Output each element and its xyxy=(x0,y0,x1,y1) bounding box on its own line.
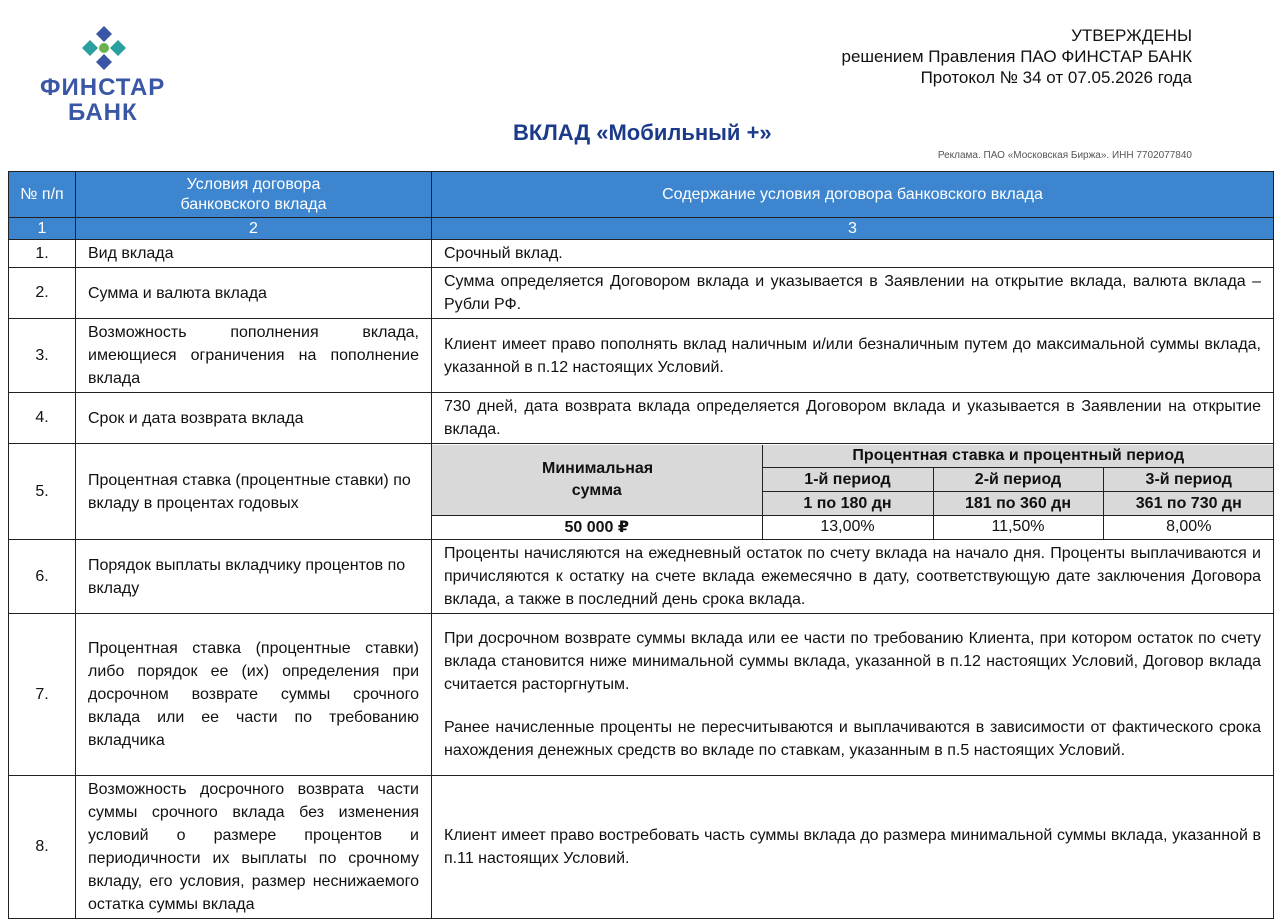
rates-cell xyxy=(432,444,1274,540)
row-content xyxy=(432,614,1274,776)
period-2-range: 181 по 360 дн xyxy=(933,492,1103,516)
table-row xyxy=(9,319,1274,393)
row-condition: Вид вклада xyxy=(76,240,432,268)
row-number: 3. xyxy=(9,319,76,393)
period-1-range: 1 по 180 дн xyxy=(762,492,933,516)
row-condition: Порядок выплаты вкладчику процентов по вкладу xyxy=(76,540,432,614)
approval-line2: решением Правления ПАО ФИНСТАР БАНК xyxy=(841,47,1192,66)
content-paragraph-2: Ранее начисленные проценты не пересчитываются и выплачиваются в зависимости от фактического срока нахождения денежных средств во вкладе по ставкам, указанным в п.5 настоящих Условий. xyxy=(444,719,1261,759)
document-title: ВКЛАД «Мобильный +» xyxy=(513,120,772,145)
row-content: Клиент имеет право пополнять вклад наличным и/или безналичным путем до максимальной суммы вклада, указанной в п.12 настоящих Условий. xyxy=(432,319,1274,393)
header-num: № п/п xyxy=(9,172,76,218)
row-condition: Возможность досрочного возврата части суммы срочного вклада без изменения условий о размере процентов и периодичности их выплаты по срочному вкладу, его условия, размер неснижаемого остатка суммы вклада xyxy=(76,776,432,919)
rate-group-label: Процентная ставка и процентный период xyxy=(762,445,1274,468)
col-number-2: 2 xyxy=(76,218,432,240)
col-number-1: 1 xyxy=(9,218,76,240)
ad-disclaimer: Реклама. ПАО «Московская Биржа». ИНН 7702077840 xyxy=(937,150,1192,161)
row-number: 2. xyxy=(9,268,76,319)
min-sum-value: 50 000 ₽ xyxy=(432,516,762,539)
row-condition: Процентная ставка (процентные ставки) либо порядок ее (их) определения при досрочном возврате суммы срочного вклада или ее части по требованию вкладчика xyxy=(76,614,432,776)
rates-table xyxy=(432,445,1274,539)
content-paragraph-1: При досрочном возврате суммы вклада или ее части по требованию Клиента, при котором остаток по счету вклада становится ниже минимальной суммы вклада, указанной в п.12 настоящих Условий, Договор вклада считается расторгнутым. xyxy=(444,630,1261,693)
logo-text-line2: БАНК xyxy=(68,99,138,126)
header-content: Содержание условия договора банковского вклада xyxy=(432,172,1274,218)
approval-line3: Протокол № 34 от 07.05.2026 года xyxy=(920,68,1192,87)
row-condition: Срок и дата возврата вклада xyxy=(76,393,432,444)
period-2-name: 2-й период xyxy=(933,468,1103,492)
bank-logo-emblem-icon xyxy=(78,22,130,74)
min-sum-label: Минимальная сумма xyxy=(432,445,762,516)
row-content: Сумма определяется Договором вклада и указывается в Заявлении на открытие вклада, валюта вклада – Рубли РФ. xyxy=(432,268,1274,319)
row-number: 7. xyxy=(9,614,76,776)
row-content: Клиент имеет право востребовать часть суммы вклада до размера минимальной суммы вклада, указанной в п.11 настоящих Условий. xyxy=(432,776,1274,919)
bank-logo xyxy=(40,22,180,132)
row-number: 4. xyxy=(9,393,76,444)
period-1-name: 1-й период xyxy=(762,468,933,492)
rate-period-1: 13,00% xyxy=(762,516,933,539)
row-number: 6. xyxy=(9,540,76,614)
table-row xyxy=(9,393,1274,444)
table-row xyxy=(9,540,1274,614)
row-condition: Сумма и валюта вклада xyxy=(76,268,432,319)
col-number-3: 3 xyxy=(432,218,1274,240)
logo-text-line1: ФИНСТАР xyxy=(40,74,166,101)
header-conditions: Условия договора банковского вклада xyxy=(76,172,432,218)
period-3-name: 3-й период xyxy=(1103,468,1274,492)
table-row xyxy=(9,268,1274,319)
row-condition: Процентная ставка (процентные ставки) по вкладу в процентах годовых xyxy=(76,444,432,540)
row-number: 5. xyxy=(9,444,76,540)
table-row xyxy=(9,614,1274,776)
row-number: 8. xyxy=(9,776,76,919)
approval-block xyxy=(842,25,1193,88)
table-row xyxy=(9,240,1274,268)
row-number: 1. xyxy=(9,240,76,268)
row-content: Проценты начисляются на ежедневный остаток по счету вклада на начало дня. Проценты выплачиваются и причисляются к остатку на счете вклада ежемесячно в дату, соответствующую дате заключения Договора вклада, а также в последний день срока вклада. xyxy=(432,540,1274,614)
table-row xyxy=(9,776,1274,919)
row-content: Срочный вклад. xyxy=(432,240,1274,268)
row-content: 730 дней, дата возврата вклада определяется Договором вклада и указывается в Заявлении на открытие вклада. xyxy=(432,393,1274,444)
approval-line1: УТВЕРЖДЕНЫ xyxy=(1071,26,1192,45)
period-3-range: 361 по 730 дн xyxy=(1103,492,1274,516)
deposit-terms-table xyxy=(8,171,1274,919)
rate-period-3: 8,00% xyxy=(1103,516,1274,539)
row-condition: Возможность пополнения вклада, имеющиеся ограничения на пополнение вклада xyxy=(76,319,432,393)
table-row xyxy=(9,444,1274,540)
rate-period-2: 11,50% xyxy=(933,516,1103,539)
